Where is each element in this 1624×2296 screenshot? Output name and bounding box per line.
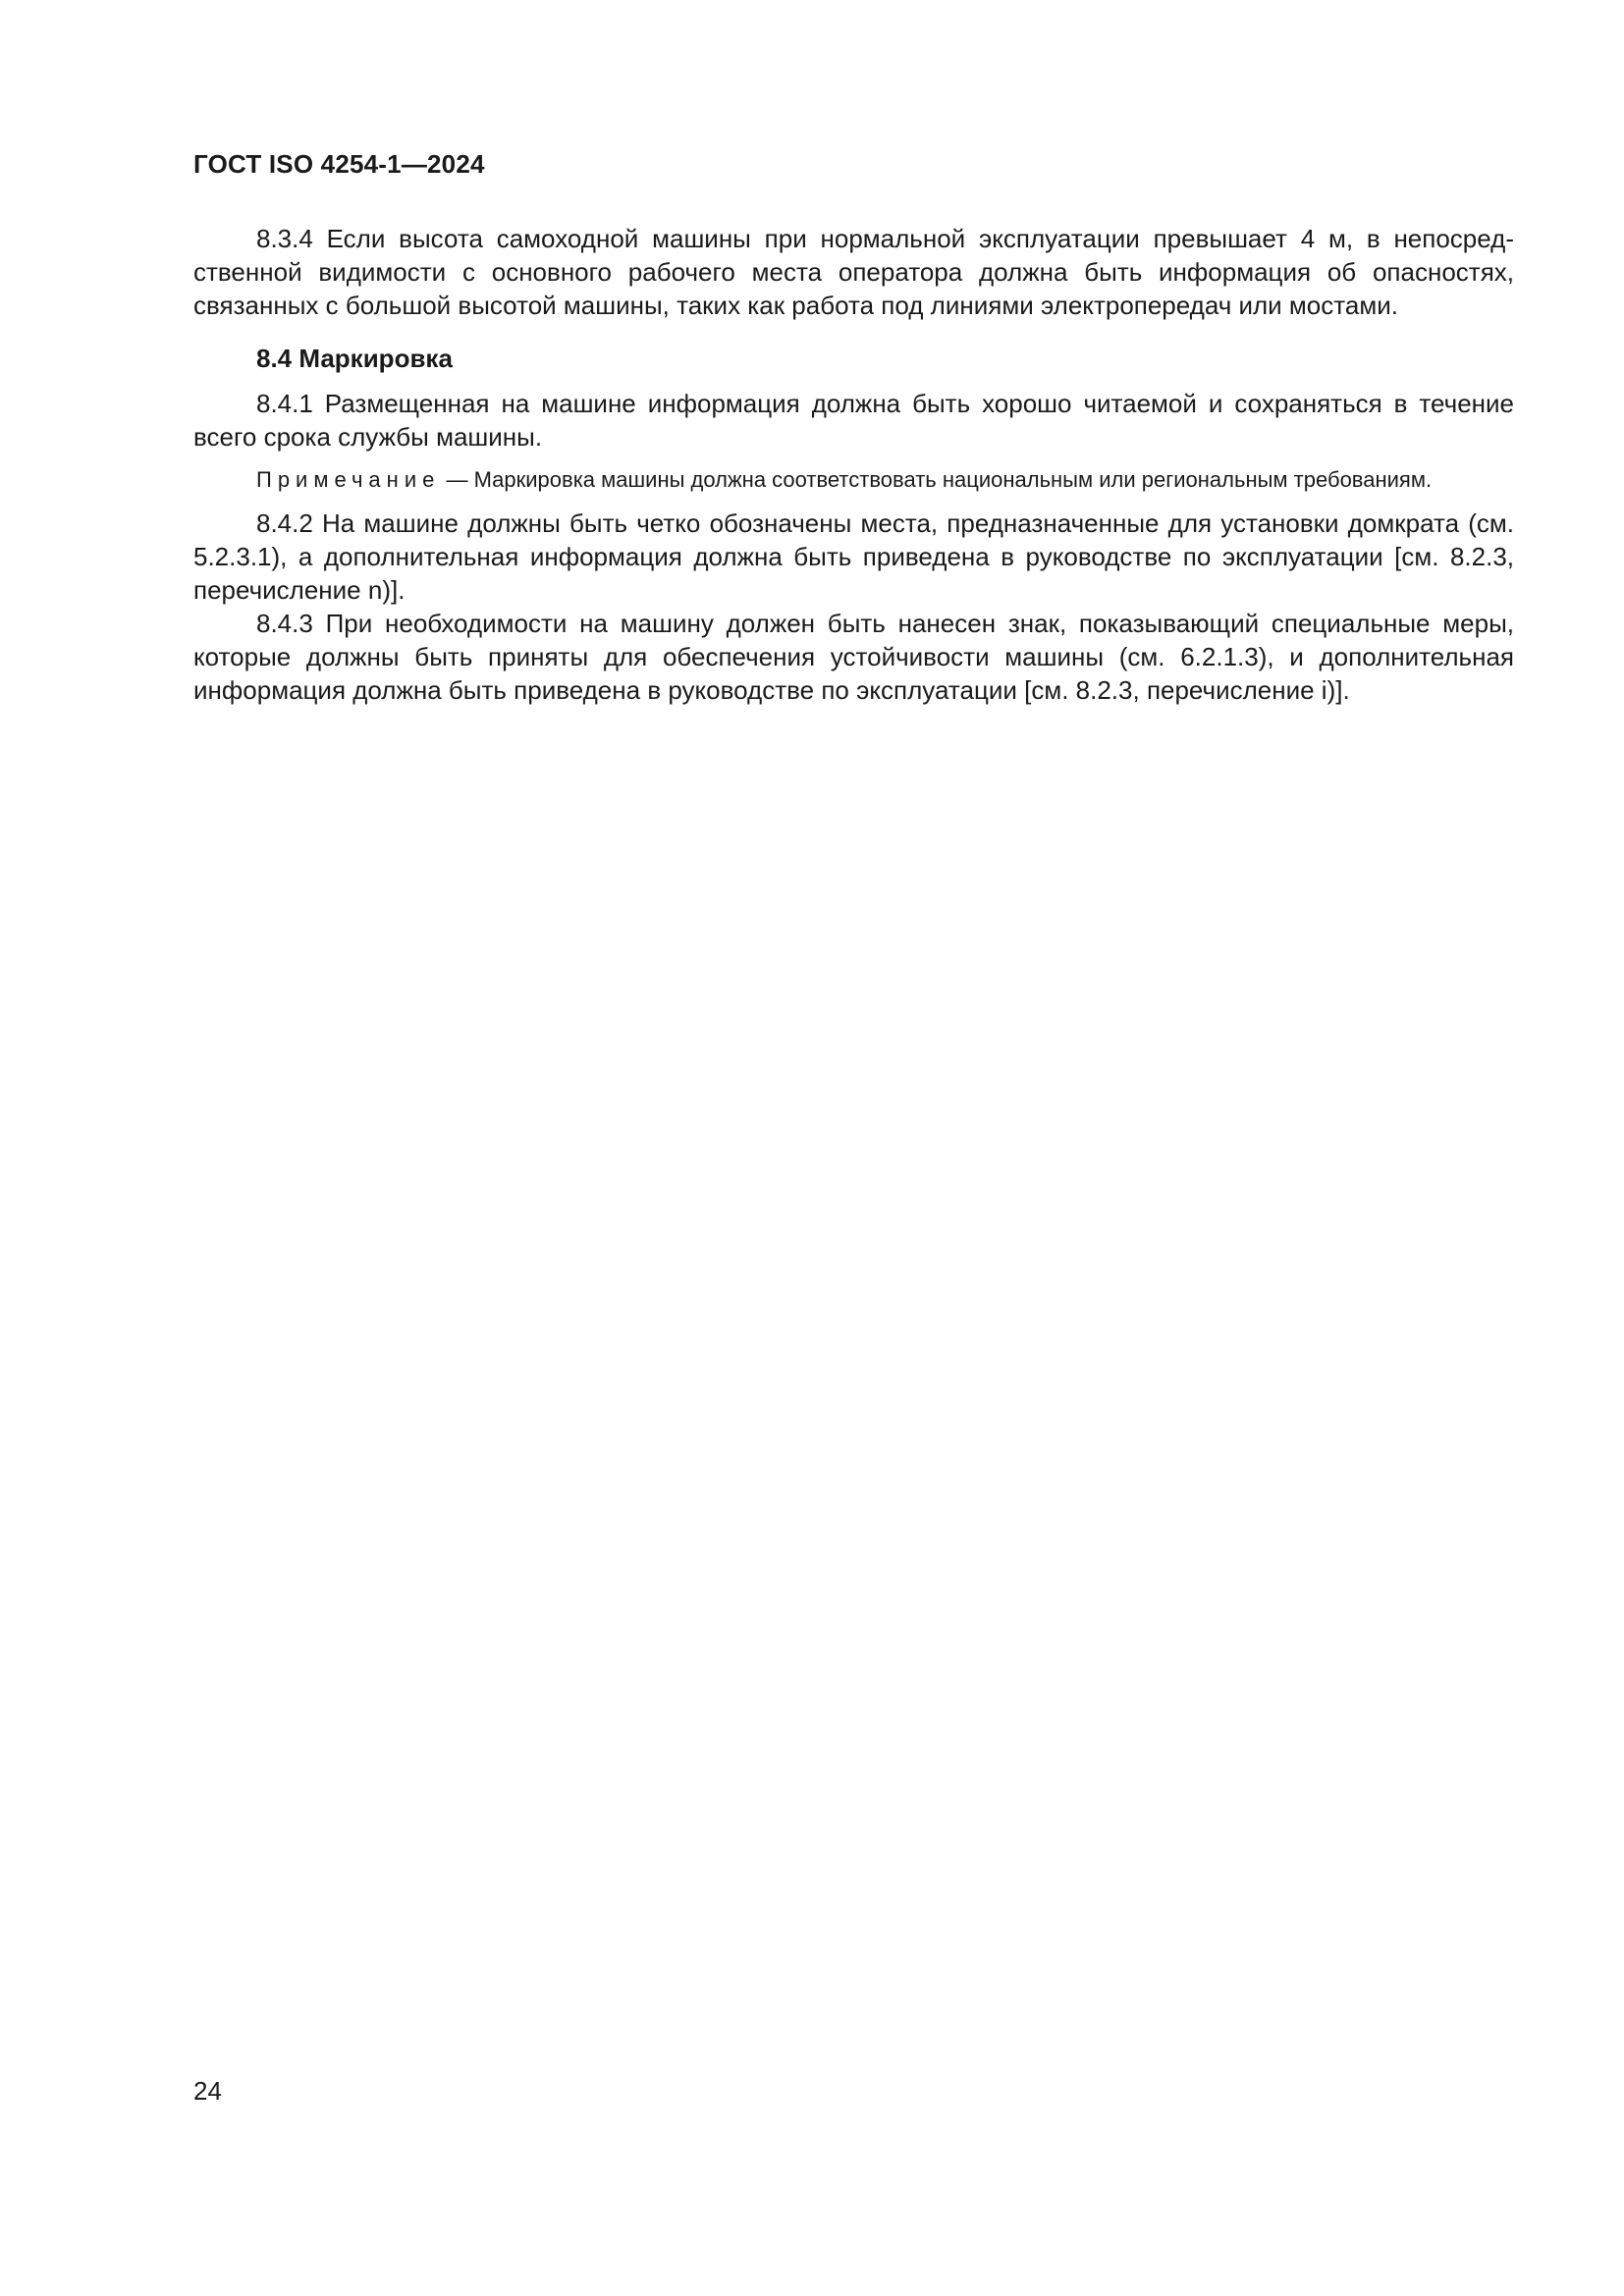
note-label: Примечание (256, 467, 441, 492)
note-dash: — (440, 467, 474, 492)
paragraph-8-4-1: 8.4.1 Размещенная на машине информация должна быть хорошо читаемой и сохраняться в течение всего срока службы машины. (193, 389, 1514, 452)
note (193, 465, 1514, 495)
document-body (193, 222, 1514, 707)
document-header: ГОСТ ISO 4254-1—2024 (193, 149, 485, 179)
paragraph-8-3-4: 8.3.4 Если высота самоходной машины при нормальной эксплуатации превышает 4 м, в непосредственной видимости с основного рабочего места оператора должна быть информация об опасностях, связанных с большой высотой машины, таких как работа под линиями электропередач или мостами. (193, 224, 1514, 320)
section-heading-8-4: 8.4 Маркировка (256, 344, 453, 373)
note-text: Маркировка машины должна соответствовать национальным или региональным требованиям. (473, 467, 1433, 492)
page-number: 24 (193, 2076, 222, 2106)
paragraph-8-4-3: 8.4.3 При необходимости на машину должен быть нанесен знак, показывающий специальные меры, которые должны быть приняты для обеспечения устойчивости машины (см. 6.2.1.3), и дополнительная информация должна быть приведена в руководстве по эксплуатации [см. 8.2.3, перечисление i)]. (193, 609, 1514, 705)
paragraph-8-4-2: 8.4.2 На машине должны быть четко обозначены места, предназначенные для установки домкрата (см. 5.2.3.1), а дополнительная информация должна быть приведена в руководстве по эксплуатации [см. 8.2.3, перечисление n)]. (193, 508, 1514, 605)
